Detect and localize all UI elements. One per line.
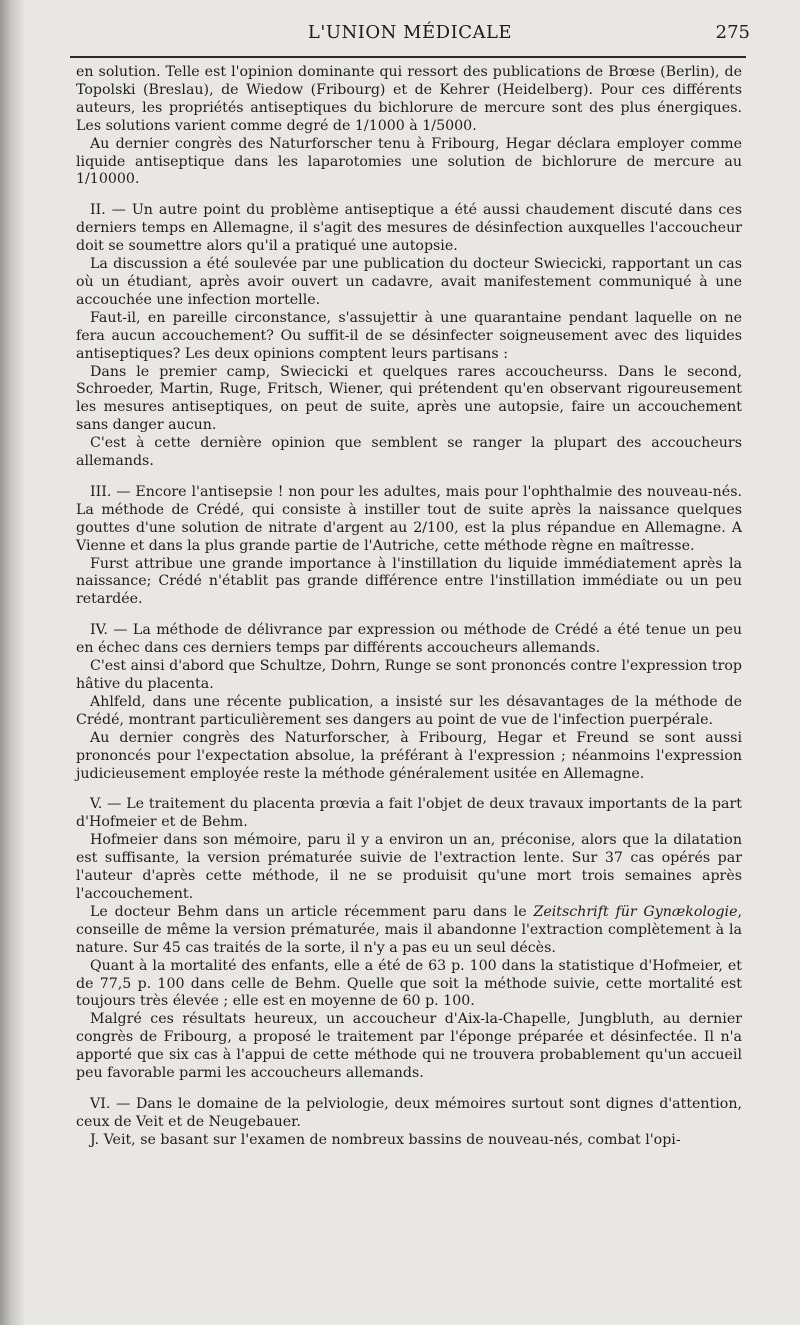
journal-title: Zeitschrift für Gynækologie xyxy=(533,903,738,920)
paragraph-text: , conseille de même la version prématurée, mais il abandonne l'extraction complètement à la nature. Sur 45 cas traités de la sorte, il n'y a pas eu un seul décès. xyxy=(76,903,743,956)
running-title: L'UNION MÉDICALE xyxy=(307,22,513,43)
paragraph: C'est à cette dernière opinion que semblent se ranger la plupart des accoucheurs allemands. xyxy=(76,435,742,470)
paragraph: II. — Un autre point du problème antiseptique a été aussi chaudement discuté dans ces derniers temps en Allemagne, il s'agit des mesures de désinfection auxquelles l'accoucheur doit se soumettre alors qu'il a pratiqué une autopsie. xyxy=(76,202,742,255)
header-rule xyxy=(70,56,746,58)
paragraph: Au dernier congrès des Naturforscher, à Fribourg, Hegar et Freund se sont aussi prononcés pour l'expectation absolue, la préférant à l'expression ; néanmoins l'expression judicieusement employée reste la méthode généralement usitée en Allemagne. xyxy=(76,729,742,782)
paragraph: Faut-il, en pareille circonstance, s'assujettir à une quarantaine pendant laquelle on ne fera aucun accouchement? Ou suffit-il de se désinfecter soigneusement avec des liquides antiseptiques? Les deux opinions comptent leurs partisans : xyxy=(76,309,742,362)
paragraph: Hofmeier dans son mémoire, paru il y a environ un an, préconise, alors que la dilatation est suffisante, la version prématurée suivie de l'extraction lente. Sur 37 cas opérés par l'auteur d'après cette méthode, il ne se produisit qu'une mort trois semaines après l'accouchement. xyxy=(76,832,742,902)
paragraph: IV. — La méthode de délivrance par expression ou méthode de Crédé a été tenue un peu en échec dans ces derniers temps par différents accoucheurs allemands. xyxy=(76,622,742,657)
paragraph: C'est ainsi d'abord que Schultze, Dohrn, Runge se sont prononcés contre l'expression trop hâtive du placenta. xyxy=(76,658,742,692)
paragraph: La discussion a été soulevée par une publication du docteur Swiecicki, rapportant un cas où un étudiant, après avoir ouvert un cadavre, avait manifestement communiqué à une accouchée une infection mortelle. xyxy=(76,256,742,308)
paragraph: Au dernier congrès des Naturforscher tenu à Fribourg, Hegar déclara employer comme liquide antiseptique dans les laparotomies une solution de bichlorure de mercure au 1/10000. xyxy=(76,135,742,188)
paragraph: Dans le premier camp, Swiecicki et quelques rares accoucheurss. Dans le second, Schroeder, Martin, Ruge, Fritsch, Wiener, qui prétendent qu'en observant rigoureusement les mesures antiseptiques, on peut de suite, après une autopsie, faire un accouchement sans danger aucun. xyxy=(76,363,742,434)
paragraph: Furst attribue une grande importance à l'instillation du liquide immédiatement après la naissance; Crédé n'établit pas grande différence entre l'instillation immédiate ou un peu retardée. xyxy=(76,555,742,608)
page-header xyxy=(70,18,750,52)
binding-shadow xyxy=(0,0,26,1325)
paragraph-text: Le docteur Behm dans un article récemment paru dans le xyxy=(90,903,534,920)
paragraph: Malgré ces résultats heureux, un accoucheur d'Aix-la-Chapelle, Jungbluth, au dernier congrès de Fribourg, a proposé le traitement par l'éponge préparée et désinfectée. Il n'a apporté que six cas à l'appui de cette méthode qui ne trouvera probablement qu'un accueil peu favorable parmi les accoucheurs allemands. xyxy=(76,1011,742,1082)
paragraph: Quant à la mortalité des enfants, elle a été de 63 p. 100 dans la statistique d'Hofmeier, et de 77,5 p. 100 dans celle de Behm. Quelle que soit la méthode suivie, cette mortalité est toujours très élevée ; elle est en moyenne de 60 p. 100. xyxy=(76,957,742,1010)
paragraph: V. — Le traitement du placenta prœvia a fait l'objet de deux travaux importants de la part d'Hofmeier et de Behm. xyxy=(76,796,742,831)
paragraph: Ahlfeld, dans une récente publication, a insisté sur les désavantages de la méthode de Crédé, montrant particulièrement ses dangers au point de vue de l'infection puerpérale. xyxy=(76,693,742,728)
paragraph: en solution. Telle est l'opinion dominante qui ressort des publications de Brœse (Berlin), de Topolski (Breslau), de Wiedow (Fribourg) et de Kehrer (Heidelberg). Pour ces différents auteurs, les propriétés antiseptiques du bichlorure de mercure sont des plus énergiques. Les solutions varient comme degré de 1/1000 à 1/5000. xyxy=(76,64,742,134)
paragraph: VI. — Dans le domaine de la pelviologie, deux mémoires surtout sont dignes d'attention, ceux de Veit et de Neugebauer. xyxy=(76,1095,742,1130)
paragraph: J. Veit, se basant sur l'examen de nombreux bassins de nouveau-nés, combat l'opi- xyxy=(90,1131,681,1148)
page-number: 275 xyxy=(715,22,750,43)
paragraph: III. — Encore l'antisepsie ! non pour les adultes, mais pour l'ophthalmie des nouveau-nés. La méthode de Crédé, qui consiste à instiller tout de suite après la naissance quelques gouttes d'une solution de nitrate d'argent au 2/100, est la plus répandue en Allemagne. A Vienne et dans la plus grande partie de l'Autriche, cette méthode règne en maîtresse. xyxy=(76,483,742,554)
paragraph xyxy=(76,904,742,958)
article-body xyxy=(76,64,742,1150)
